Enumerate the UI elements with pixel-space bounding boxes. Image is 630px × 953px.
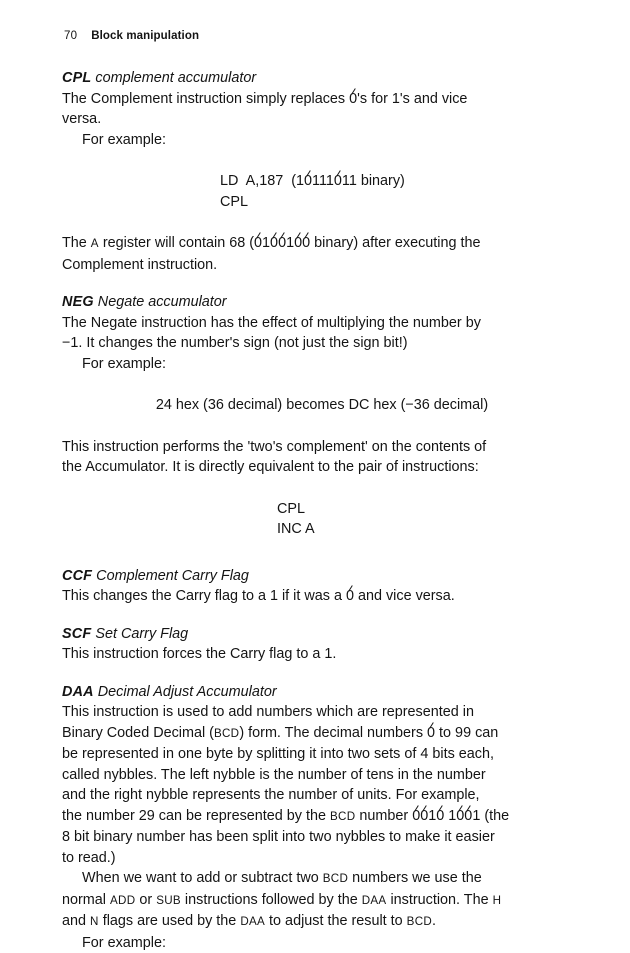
mnemonic-daa: DAA [62,684,94,700]
zero-glyph: 0 [456,806,464,827]
code-line [220,171,574,192]
text-run: called nybbles. The left nybble is the number of tens in the number [62,767,486,783]
zero-glyph: 0 [334,171,342,192]
page-header [64,30,572,42]
mnemonic-neg: NEG [62,294,94,310]
code-line: INC A [277,519,574,540]
section-title-neg: Negate accumulator [94,294,227,310]
example-line-neg: 24 hex (36 decimal) becomes DC hex (−36 decimal) [62,395,574,416]
paragraph-neg-forexample: For example: [62,354,574,375]
section-title-scf: Set Carry Flag [91,626,188,642]
smallcaps-daa: DAA [362,894,387,907]
zero-glyph: 0 [436,806,444,827]
paragraph-cpl-after [62,233,574,275]
paragraph-ccf [62,586,574,607]
text-run: This instruction performs the 'two's complement' on the contents of [62,439,486,455]
zero-glyph: 0 [412,806,420,827]
zero-glyph: 0 [427,723,435,744]
section-title-cpl: complement accumulator [91,70,256,86]
zero-glyph: 0 [254,233,262,254]
smallcaps-n: N [90,915,99,928]
text-run: instructions followed by the [181,892,362,908]
zero-glyph: 0 [420,806,428,827]
text-run: 1 [286,235,294,251]
zero-glyph: 0 [464,806,472,827]
text-run: LD A,187 (1 [220,173,304,189]
smallcaps-h: H [493,894,502,907]
text-run: the number 29 can be represented by the [62,808,330,824]
zero-glyph: 0 [270,233,278,254]
text-run: 8 bit binary number has been split into two nybbles to make it easier [62,829,495,845]
smallcaps-bcd: BCD [407,915,432,928]
paragraph-neg-intro [62,313,574,354]
zero-glyph: 0 [294,233,302,254]
code-line: CPL [220,192,574,213]
mnemonic-ccf: CCF [62,568,92,584]
text-run: and vice versa. [354,588,455,604]
text-run: to read.) [62,850,116,866]
smallcaps-sub: SUB [156,894,181,907]
text-run: or [135,892,156,908]
page-number: 70 [64,30,77,42]
text-run: the Accumulator. It is directly equivalent to the pair of instructions: [62,459,479,475]
zero-glyph: 0 [278,233,286,254]
chapter-title: Block manipulation [91,30,199,42]
text-run: 1 [262,235,270,251]
smallcaps-a: A [91,237,99,250]
section-heading-ccf [62,566,574,587]
text-run: . [432,913,436,929]
smallcaps-daa: DAA [240,915,265,928]
zero-glyph: 0 [346,586,354,607]
text-run: ) form. The decimal numbers [239,725,427,741]
text-run: numbers we use the [348,870,482,886]
text-run: normal [62,892,110,908]
text-run: The [62,235,91,251]
smallcaps-bcd: BCD [323,872,348,885]
text-run: 1 [428,808,436,824]
text-run: number [355,808,412,824]
paragraph-cpl-intro [62,89,574,130]
text-run: register will contain 68 ( [99,235,254,251]
section-heading-daa [62,682,574,703]
code-line: CPL [277,499,574,520]
smallcaps-bcd: BCD [214,727,239,740]
zero-glyph: 0 [349,89,357,110]
paragraph-daa-forexample: For example: [62,933,574,953]
section-title-daa: Decimal Adjust Accumulator [94,684,277,700]
text-run: 's for 1's and vice [357,91,467,107]
code-block-cpl [62,171,574,212]
section-heading-cpl [62,68,574,89]
smallcaps-bcd: BCD [330,810,355,823]
text-run: be represented in one byte by splitting it into two sets of 4 bits each, [62,746,494,762]
text-run: 11 binary) [342,173,405,189]
section-title-ccf: Complement Carry Flag [92,568,249,584]
text-run: to adjust the result to [265,913,407,929]
zero-glyph: 0 [302,233,310,254]
text-run: to 99 can [435,725,498,741]
text-run: instruction. The [386,892,492,908]
text-run: 111 [312,173,334,189]
section-heading-scf [62,624,574,645]
text-run: Complement instruction. [62,257,217,273]
text-run: When we want to add or subtract two [82,870,323,886]
page-body [62,68,574,953]
text-run: This changes the Carry flag to a 1 if it was a [62,588,346,604]
text-run: Binary Coded Decimal ( [62,725,214,741]
text-run: and the right nybble represents the number of units. For example, [62,787,480,803]
paragraph-scf: This instruction forces the Carry flag to a 1. [62,644,574,665]
smallcaps-add: ADD [110,894,135,907]
paragraph-cpl-forexample: For example: [62,130,574,151]
text-run: −1. It changes the number's sign (not just the sign bit!) [62,335,408,351]
text-run: This instruction is used to add numbers which are represented in [62,704,474,720]
text-run: 1 (the [472,808,509,824]
text-run: 1 [444,808,456,824]
code-block-neg [62,499,574,540]
paragraph-daa-intro [62,702,574,868]
paragraph-daa-add [62,868,574,933]
mnemonic-scf: SCF [62,626,91,642]
paragraph-neg-after [62,437,574,478]
text-run: binary) after executing the [310,235,480,251]
text-run: The Complement instruction simply replaces [62,91,349,107]
text-run: The Negate instruction has the effect of multiplying the number by [62,315,481,331]
zero-glyph: 0 [304,171,312,192]
mnemonic-cpl: CPL [62,70,91,86]
text-run: versa. [62,111,101,127]
section-heading-neg [62,292,574,313]
text-run: flags are used by the [99,913,241,929]
text-run: and [62,913,90,929]
